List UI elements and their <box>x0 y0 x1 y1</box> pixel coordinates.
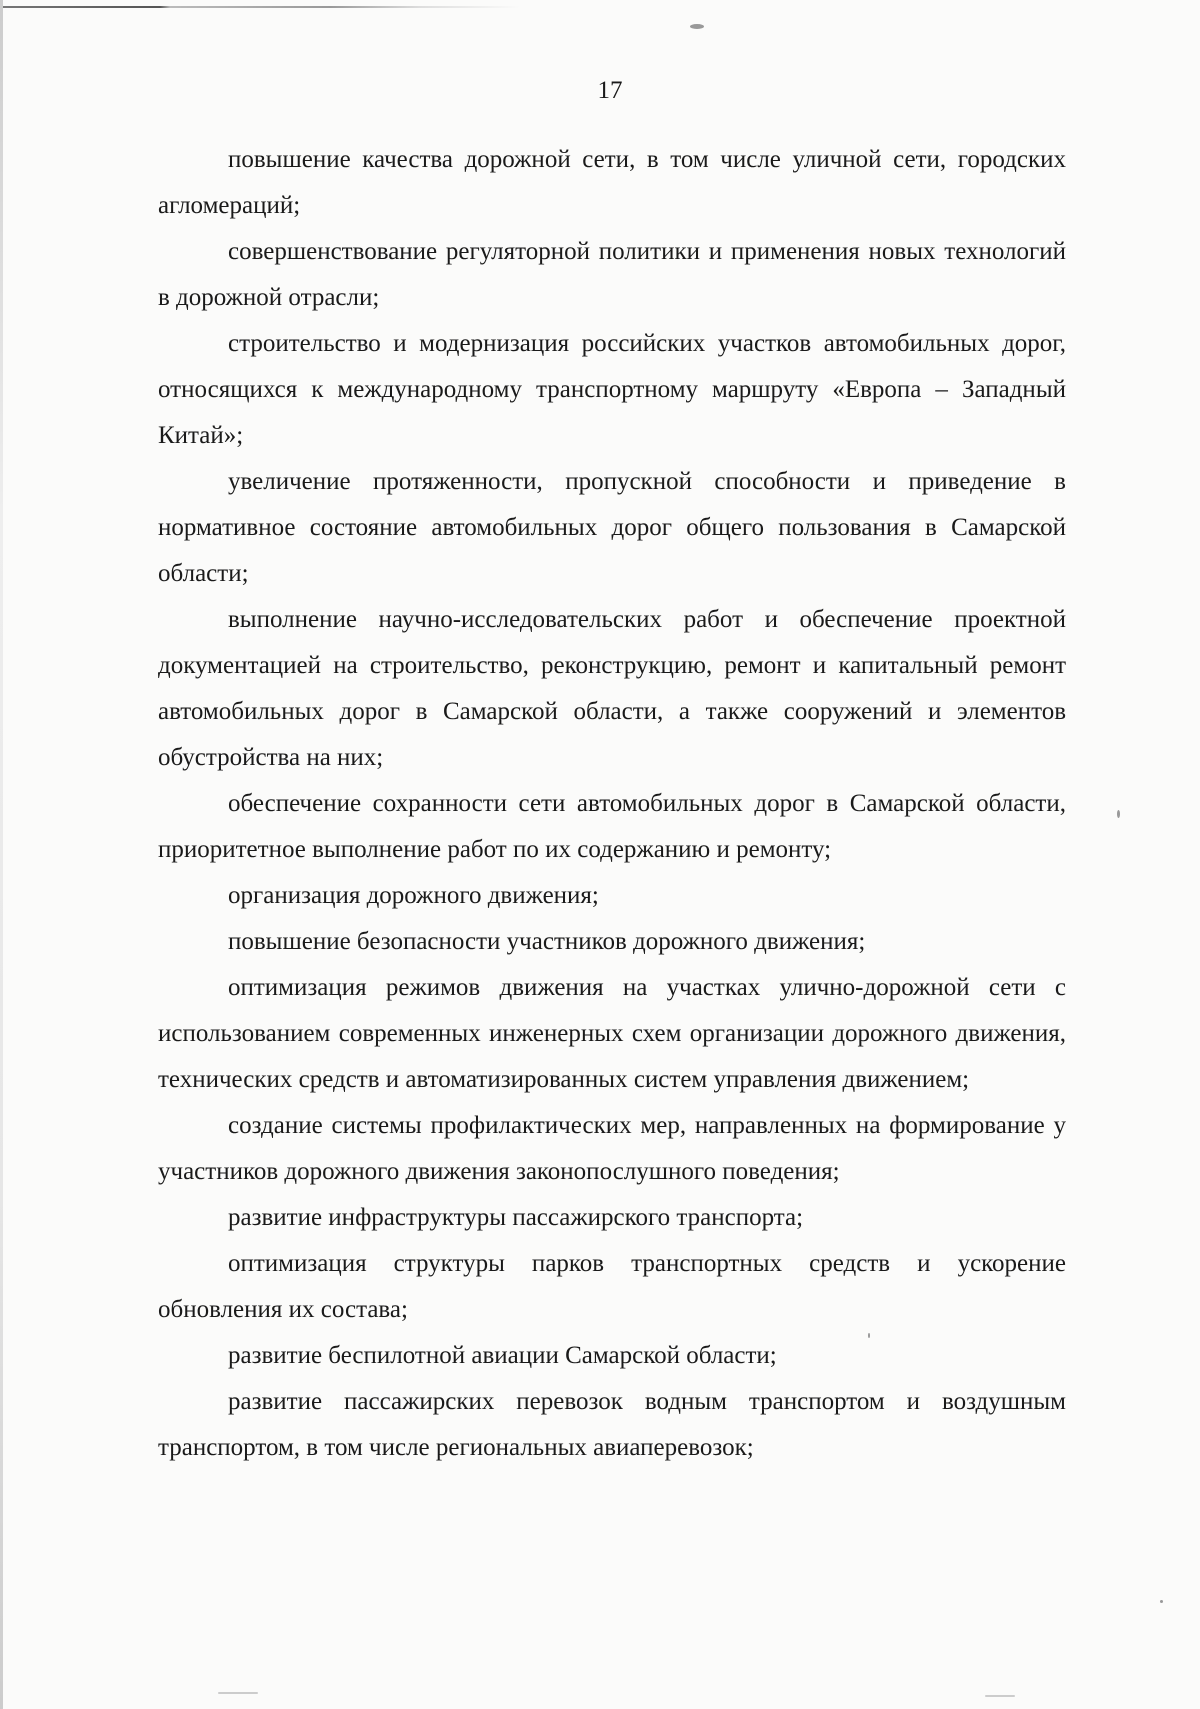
paragraph: развитие беспилотной авиации Самарской области; <box>228 1342 777 1369</box>
scan-speck <box>1117 810 1120 818</box>
paragraph: оптимизация режимов движения на участках улично-дорожной сети с использованием современных инженерных схем организации дорожного движения, технических средств и автоматизированных систем управления движением; <box>158 974 1066 1093</box>
scan-left-edge <box>0 0 3 1709</box>
paragraph: строительство и модернизация российских участков автомобильных дорог, относящихся к международному транспортному маршруту «Европа – Западный Китай»; <box>158 330 1066 449</box>
paragraph: развитие пассажирских перевозок водным транспортом и воздушным транспортом, в том числе региональных авиаперевозок; <box>158 1388 1066 1461</box>
paragraph: повышение качества дорожной сети, в том числе уличной сети, городских агломераций; <box>158 146 1066 219</box>
paragraph: совершенствование регуляторной политики и применения новых технологий в дорожной отрасли; <box>158 238 1066 311</box>
page-number: 17 <box>597 77 623 104</box>
document-body <box>158 137 1066 1471</box>
scan-top-rule <box>0 6 1200 8</box>
paragraph: создание системы профилактических мер, направленных на формирование у участников дорожного движения законопослушного поведения; <box>158 1112 1066 1185</box>
scan-speck <box>690 24 704 29</box>
paragraph: обеспечение сохранности сети автомобильных дорог в Самарской области, приоритетное выполнение работ по их содержанию и ремонту; <box>158 790 1066 863</box>
scan-speck <box>1160 1600 1163 1603</box>
paragraph: развитие инфраструктуры пассажирского транспорта; <box>228 1204 804 1231</box>
scan-speck <box>985 1695 1015 1697</box>
paragraph: повышение безопасности участников дорожного движения; <box>228 928 866 955</box>
scan-speck <box>868 1333 870 1338</box>
scan-speck <box>218 1692 258 1694</box>
paragraph: выполнение научно-исследовательских работ и обеспечение проектной документацией на строительство, реконструкцию, ремонт и капитальный ремонт автомобильных дорог в Самарской области, а также сооружений и элементов обустройства на них; <box>158 606 1066 771</box>
paragraph: оптимизация структуры парков транспортных средств и ускорение обновления их состава; <box>158 1250 1066 1323</box>
paragraph: увеличение протяженности, пропускной способности и приведение в нормативное состояние автомобильных дорог общего пользования в Самарской области; <box>158 468 1066 587</box>
paragraph: организация дорожного движения; <box>228 882 599 909</box>
